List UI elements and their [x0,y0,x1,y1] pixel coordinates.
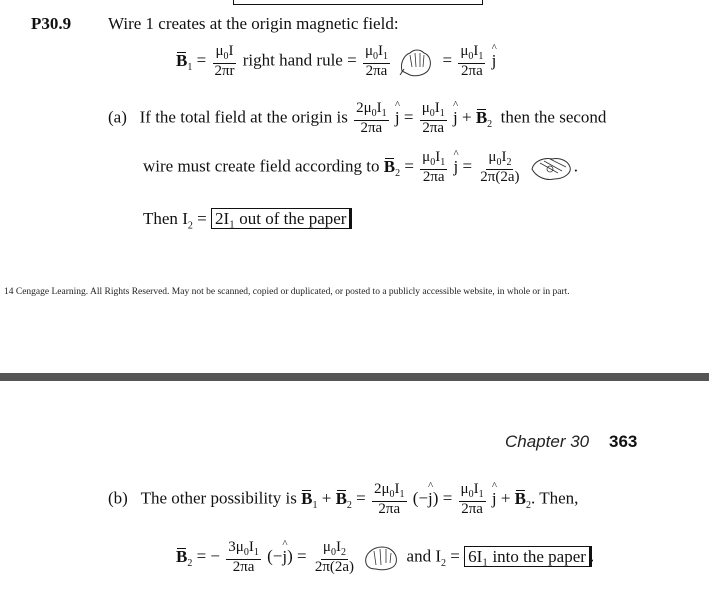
and-label: and [406,546,432,566]
right-hand-icon [396,45,438,79]
part-b-text2: . Then, [531,488,579,508]
top-border-fragment [233,0,483,5]
copyright-footer: 14 Cengage Learning. All Rights Reserved. May not be scanned, copied or duplicated, or posted to a publicly accessible website, in whole or in part. [4,287,570,297]
part-a-line1: (a) If the total field at the origin is $\frac{2\mu_0I_1}{2\pi a}$ ^ j = $\frac{\mu_0I_1}{2\pi a}$ ^ $j + B_2$ then the second [108,101,606,136]
page-separator [0,373,709,381]
equation-b1: $B_1$ = $\frac{\mu_0I}{2\pi r}$ right hand rule = $\frac{\mu_0I_1}{2\pi a}$ = $\frac{\mu_0I_1}{2\pi a}$ ^ j [176,44,496,79]
part-a-text2: then the second [500,107,607,127]
rhr-label: right hand rule [242,50,343,70]
answer-box-a: 2I₁ out of the paper [211,208,351,229]
right-hand-icon-2 [528,153,574,183]
part-a-text1: If the total field at the origin is [139,107,348,127]
then-label: Then [143,209,178,228]
answer-box-b: 6I₁ into the paper [464,546,590,567]
chapter-label: Chapter 30 [505,432,590,451]
part-b-text1: The other possibility is [140,488,297,508]
part-a-label: (a) [108,107,127,127]
part-b-label: (b) [108,488,128,508]
part-a-line2: wire must create field according to $B_2$ = $\frac{\mu_0I_1}{2\pi a}$ ^ j = $\frac{\mu_0I_2}{2\pi(2a)}$ . [143,150,578,185]
part-a-text3: wire must create field according to [143,156,380,176]
part-b-line2: $B_2$ = − $\frac{3\mu_0I_1}{2\pi a}$ (−^ j) = $\frac{\mu_0I_2}{2\pi(2a)}$ and $I_2 = 6I_1$ into the paper . [176,540,594,575]
page-number: 363 [609,432,638,451]
right-hand-icon-3 [362,543,402,573]
problem-number: P30.9 [31,14,72,33]
part-a-answer-line: Then $I_2 = 2I_1$ out of the paper [143,209,350,231]
problem-intro: Wire 1 creates at the origin magnetic field: [108,14,399,33]
part-b-line1: (b) The other possibility is $B_1 + B_2$ = $\frac{2\mu_0I_1}{2\pi a}$ (−^ j) = $\frac{\mu_0I_1}{2\pi a}$ ^ $j + B_2$. Then, [108,482,578,517]
